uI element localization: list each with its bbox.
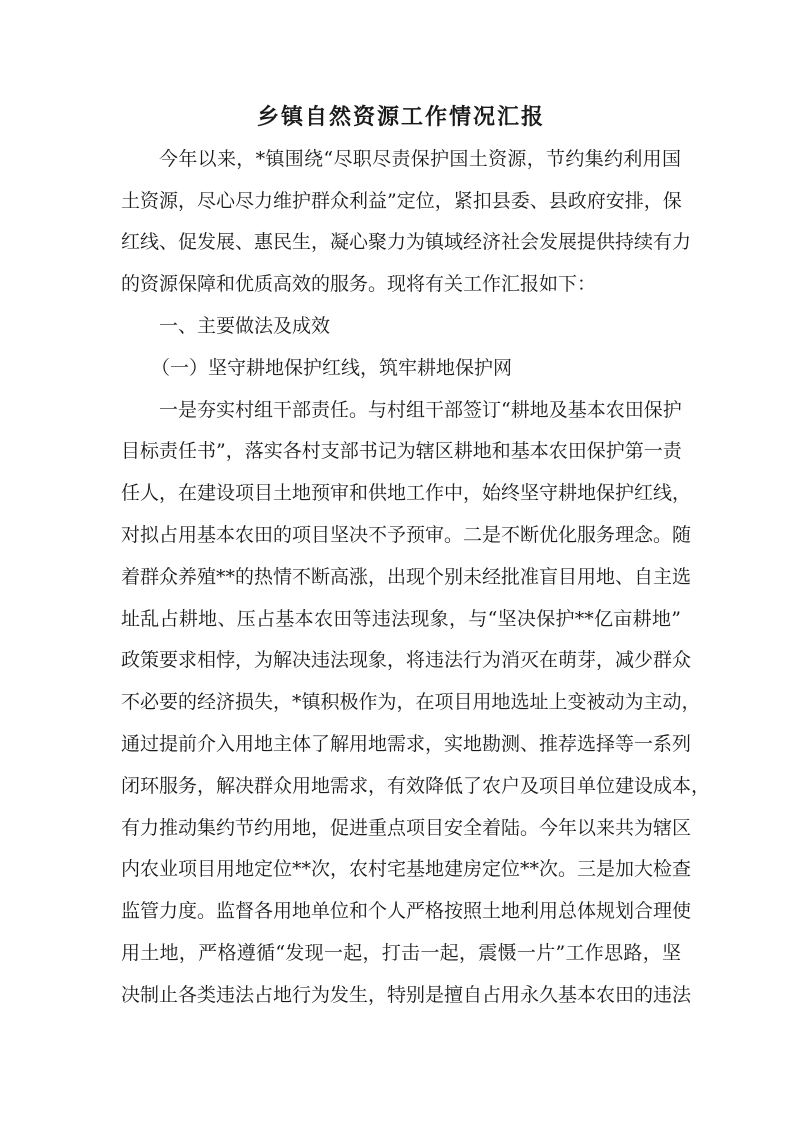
paragraph-line: 着群众养殖**的热情不断高涨，出现个别未经批准盲目用地、自主选 xyxy=(121,565,692,588)
paragraph-line: 决制止各类违法占地行为发生，特别是擅自占用永久基本农田的违法 xyxy=(121,983,692,1006)
subsection-heading: （一）坚守耕地保护红线，筑牢耕地保护网 xyxy=(151,356,513,379)
paragraph-line: 一是夯实村组干部责任。与村组干部签订“耕地及基本农田保护 xyxy=(159,398,682,421)
body-paragraph xyxy=(121,390,711,1017)
document-page xyxy=(121,97,711,1017)
paragraph-line: 址乱占耕地、压占基本农田等违法现象，与“坚决保护**亿亩耕地” xyxy=(121,607,681,630)
paragraph-line: 的资源保障和优质高效的服务。现将有关工作汇报如下： xyxy=(121,273,597,296)
paragraph-line: 闭环服务，解决群众用地需求，有效降低了农户及项目单位建设成本， xyxy=(121,774,711,797)
paragraph-line: 红线、促发展、惠民生，凝心聚力为镇域经济社会发展提供持续有力 xyxy=(121,231,692,254)
paragraph-line: 监管力度。监督各用地单位和个人严格按照土地利用总体规划合理使 xyxy=(121,900,692,923)
paragraph-line: 土资源，尽心尽力维护群众利益”定位，紧扣县委、县政府安排，保 xyxy=(121,189,682,212)
document-title: 乡镇自然资源工作情况汇报 xyxy=(256,104,545,130)
paragraph-line: 有力推动集约节约用地，促进重点项目安全着陆。今年以来共为辖区 xyxy=(121,816,692,839)
paragraph-line: 通过提前介入用地主体了解用地需求，实地勘测、推荐选择等一系列 xyxy=(121,732,692,755)
paragraph-line: 目标责任书”，落实各村支部书记为辖区耕地和基本农田保护第一责 xyxy=(121,440,682,463)
paragraph-line: 任人，在建设项目土地预审和供地工作中，始终坚守耕地保护红线， xyxy=(121,482,692,505)
paragraph-line: 不必要的经济损失，*镇积极作为，在项目用地选址上变被动为主动， xyxy=(121,691,701,714)
section-heading: 一、主要做法及成效 xyxy=(159,314,331,337)
intro-paragraph xyxy=(121,139,692,306)
paragraph-line: 对拟占用基本农田的项目坚决不予预审。二是不断优化服务理念。随 xyxy=(121,523,692,546)
paragraph-line: 内农业项目用地定位**次，农村宅基地建房定位**次。三是加大检查 xyxy=(121,858,692,881)
paragraph-line: 今年以来，*镇围绕“尽职尽责保护国土资源，节约集约利用国 xyxy=(159,147,681,170)
paragraph-line: 用土地，严格遵循“发现一起，打击一起，震慑一片”工作思路，坚 xyxy=(121,941,681,964)
paragraph-line: 政策要求相悖，为解决违法现象，将违法行为消灭在萌芽，减少群众 xyxy=(121,649,692,672)
